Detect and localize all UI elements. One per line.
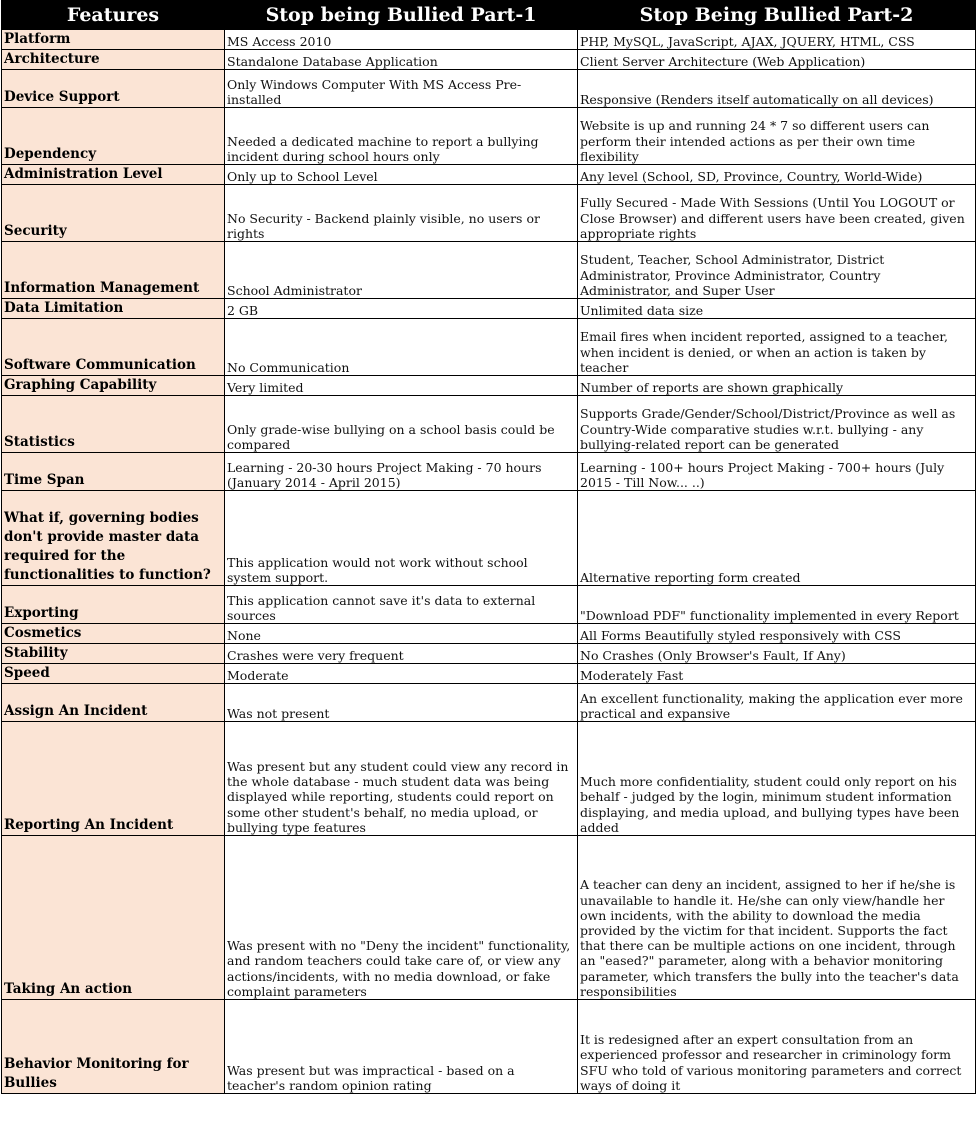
- feature-cell: Information Management: [2, 242, 225, 299]
- feature-cell: Architecture: [2, 50, 225, 70]
- table-row: [2, 376, 976, 396]
- table-row: [2, 30, 976, 50]
- part2-cell: Supports Grade/Gender/School/District/Province as well as Country-Wide comparative studies w.r.t. bullying - any bullying-related report can be generated: [578, 396, 976, 453]
- table-row: [2, 644, 976, 664]
- part1-cell: This application would not work without school system support.: [225, 491, 578, 586]
- table-row: [2, 70, 976, 108]
- table-row: [2, 108, 976, 165]
- part1-cell: No Communication: [225, 319, 578, 376]
- table-row: [2, 299, 976, 319]
- table-row: [2, 319, 976, 376]
- part2-cell: Email fires when incident reported, assigned to a teacher, when incident is denied, or when an action is taken by teacher: [578, 319, 976, 376]
- part1-cell: Was present with no "Deny the incident" functionality, and random teachers could take care of, or view any actions/incidents, with no media download, or fake complaint parameters: [225, 836, 578, 1000]
- table-row: [2, 684, 976, 722]
- table-row: [2, 396, 976, 453]
- part2-cell: It is redesigned after an expert consultation from an experienced professor and researcher in criminology form SFU who told of various monitoring parameters and correct ways of doing it: [578, 1000, 976, 1094]
- part1-cell: Was not present: [225, 684, 578, 722]
- part2-cell: Much more confidentiality, student could only report on his behalf - judged by the login, minimum student information displaying, and media upload, and bullying types have been added: [578, 722, 976, 836]
- table-row: [2, 165, 976, 185]
- table-row: [2, 491, 976, 586]
- part1-cell: Learning - 20-30 hours Project Making - 70 hours (January 2014 - April 2015): [225, 453, 578, 491]
- feature-cell: Platform: [2, 30, 225, 50]
- part1-cell: Was present but was impractical - based on a teacher's random opinion rating: [225, 1000, 578, 1094]
- part1-cell: Only grade-wise bullying on a school basis could be compared: [225, 396, 578, 453]
- table-row: [2, 664, 976, 684]
- part1-cell: None: [225, 624, 578, 644]
- feature-cell: Graphing Capability: [2, 376, 225, 396]
- part1-cell: Only Windows Computer With MS Access Pre-installed: [225, 70, 578, 108]
- feature-cell: Speed: [2, 664, 225, 684]
- table-row: [2, 836, 976, 1000]
- part2-cell: Client Server Architecture (Web Application): [578, 50, 976, 70]
- feature-cell: Administration Level: [2, 165, 225, 185]
- part1-cell: Needed a dedicated machine to report a bullying incident during school hours only: [225, 108, 578, 165]
- header-part1: Stop being Bullied Part-1: [225, 1, 578, 30]
- part1-cell: Was present but any student could view any record in the whole database - much student data was being displayed while reporting, students could report on some other student's behalf, no media upload, or bullying type features: [225, 722, 578, 836]
- table-row: [2, 624, 976, 644]
- header-features: Features: [2, 1, 225, 30]
- part2-cell: Student, Teacher, School Administrator, District Administrator, Province Administrator, Country Administrator, and Super User: [578, 242, 976, 299]
- table-row: [2, 586, 976, 624]
- table-row: [2, 453, 976, 491]
- feature-cell: Device Support: [2, 70, 225, 108]
- table-row: [2, 1000, 976, 1094]
- table-row: [2, 722, 976, 836]
- feature-cell: Exporting: [2, 586, 225, 624]
- feature-cell: Behavior Monitoring for Bullies: [2, 1000, 225, 1094]
- feature-cell: Software Communication: [2, 319, 225, 376]
- part1-cell: Standalone Database Application: [225, 50, 578, 70]
- part1-cell: 2 GB: [225, 299, 578, 319]
- feature-cell: Dependency: [2, 108, 225, 165]
- part2-cell: Any level (School, SD, Province, Country, World-Wide): [578, 165, 976, 185]
- feature-cell: What if, governing bodies don't provide master data required for the functionalities to function?: [2, 491, 225, 586]
- part2-cell: No Crashes (Only Browser's Fault, If Any): [578, 644, 976, 664]
- part1-cell: Very limited: [225, 376, 578, 396]
- part2-cell: PHP, MySQL, JavaScript, AJAX, JQUERY, HTML, CSS: [578, 30, 976, 50]
- part2-cell: "Download PDF" functionality implemented in every Report: [578, 586, 976, 624]
- part2-cell: Unlimited data size: [578, 299, 976, 319]
- part1-cell: MS Access 2010: [225, 30, 578, 50]
- feature-cell: Reporting An Incident: [2, 722, 225, 836]
- feature-cell: Security: [2, 185, 225, 242]
- part2-cell: A teacher can deny an incident, assigned to her if he/she is unavailable to handle it. He/she can only view/handle her own incidents, with the ability to download the media provided by the victim for that incident. Supports the fact that there can be multiple actions on one incident, through an "eased?" parameter, along with a behavior monitoring parameter, which transfers the bully into the teacher's data responsibilities: [578, 836, 976, 1000]
- feature-cell: Data Limitation: [2, 299, 225, 319]
- table-row: [2, 185, 976, 242]
- part2-cell: Alternative reporting form created: [578, 491, 976, 586]
- part2-cell: All Forms Beautifully styled responsively with CSS: [578, 624, 976, 644]
- feature-cell: Time Span: [2, 453, 225, 491]
- part1-cell: Only up to School Level: [225, 165, 578, 185]
- feature-cell: Assign An Incident: [2, 684, 225, 722]
- part2-cell: Learning - 100+ hours Project Making - 700+ hours (July 2015 - Till Now... ..): [578, 453, 976, 491]
- part2-cell: Number of reports are shown graphically: [578, 376, 976, 396]
- feature-cell: Cosmetics: [2, 624, 225, 644]
- table-row: [2, 242, 976, 299]
- feature-cell: Stability: [2, 644, 225, 664]
- part2-cell: An excellent functionality, making the application ever more practical and expansive: [578, 684, 976, 722]
- header-part2: Stop Being Bullied Part-2: [578, 1, 976, 30]
- part2-cell: Fully Secured - Made With Sessions (Until You LOGOUT or Close Browser) and different users have been created, given appropriate rights: [578, 185, 976, 242]
- header-row: [2, 1, 976, 30]
- part1-cell: Moderate: [225, 664, 578, 684]
- part2-cell: Moderately Fast: [578, 664, 976, 684]
- part1-cell: This application cannot save it's data to external sources: [225, 586, 578, 624]
- feature-cell: Taking An action: [2, 836, 225, 1000]
- table-row: [2, 50, 976, 70]
- feature-cell: Statistics: [2, 396, 225, 453]
- comparison-table: [1, 0, 976, 1094]
- part2-cell: Responsive (Renders itself automatically on all devices): [578, 70, 976, 108]
- part2-cell: Website is up and running 24 * 7 so different users can perform their intended actions as per their own time flexibility: [578, 108, 976, 165]
- part1-cell: School Administrator: [225, 242, 578, 299]
- part1-cell: Crashes were very frequent: [225, 644, 578, 664]
- part1-cell: No Security - Backend plainly visible, no users or rights: [225, 185, 578, 242]
